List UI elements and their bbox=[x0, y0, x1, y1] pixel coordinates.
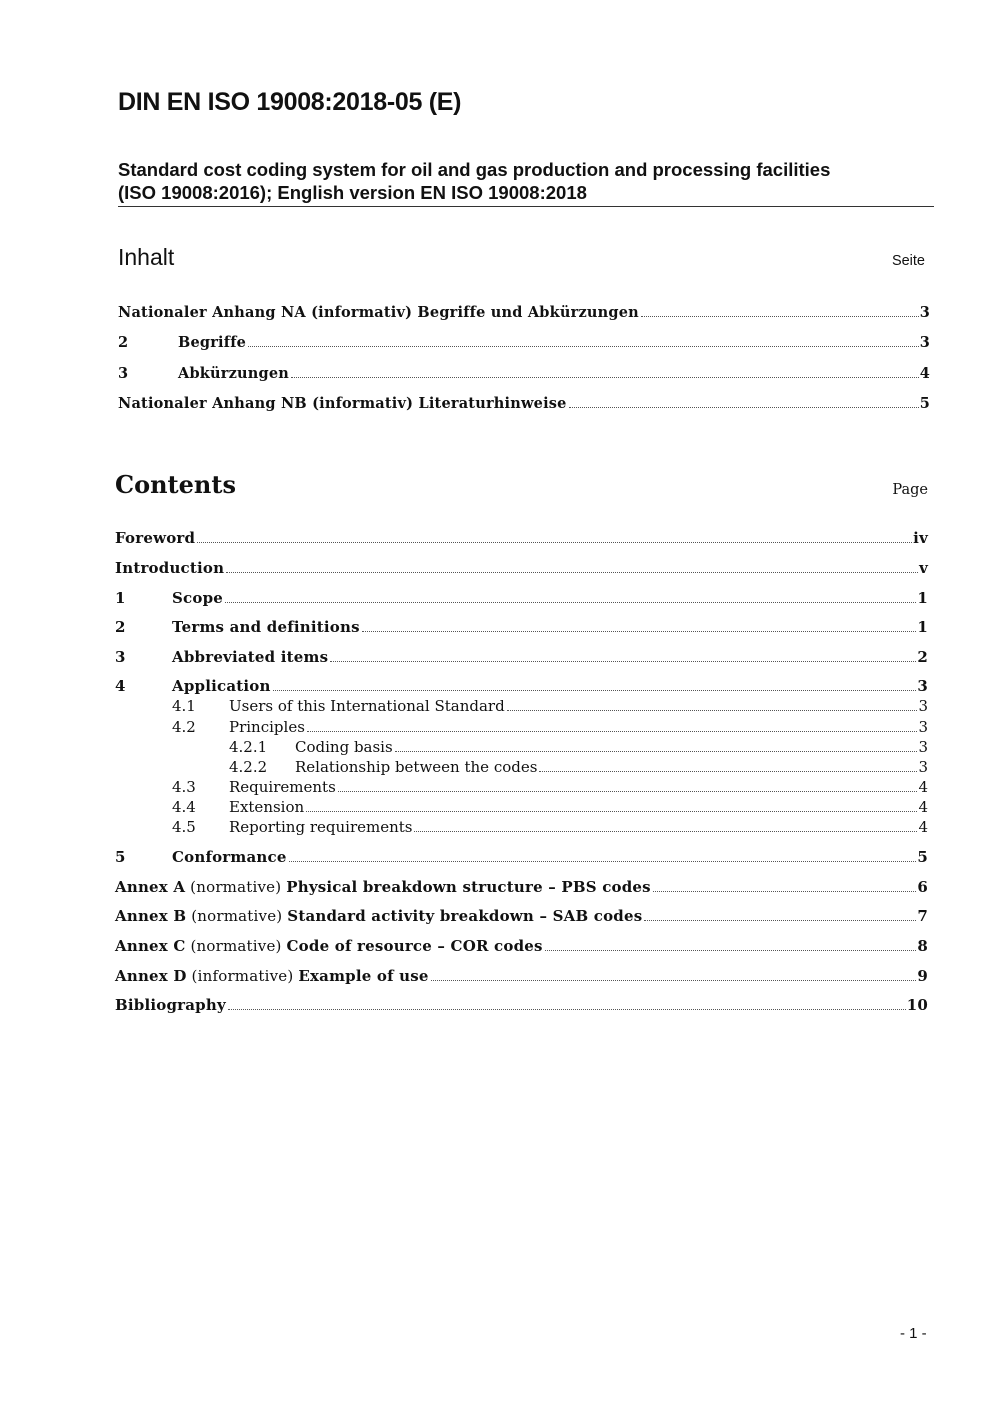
toc-entry-page: 1 bbox=[917, 618, 928, 636]
toc-entry-page: 4 bbox=[919, 365, 930, 382]
toc-entry-page: 3 bbox=[919, 304, 930, 321]
toc-entry-number: 2 bbox=[118, 334, 129, 351]
document-title-line-2: (ISO 19008:2016); English version EN ISO 19008:2018 bbox=[118, 182, 587, 203]
toc-entry-number: 5 bbox=[115, 848, 126, 866]
leader-dots bbox=[507, 709, 918, 711]
toc-entry-page: 1 bbox=[917, 589, 928, 607]
toc-entry-label: Nationaler Anhang NA (informativ) Begriffe und Abkürzungen bbox=[118, 304, 639, 321]
toc-entry-label bbox=[115, 967, 429, 985]
toc-subentry[interactable] bbox=[172, 798, 928, 816]
toc-entry-annex-b[interactable] bbox=[115, 907, 928, 925]
toc-entry-label: Foreword bbox=[115, 529, 196, 547]
toc-entry-label: Requirements bbox=[229, 778, 336, 796]
annex-type: (informative) bbox=[186, 967, 299, 985]
annex-type: (normative) bbox=[186, 907, 288, 925]
toc-entry-number: 4 bbox=[115, 677, 126, 695]
annex-title: Code of resource – COR codes bbox=[286, 937, 543, 955]
page-number: - 1 - bbox=[900, 1325, 927, 1342]
toc-entry-number: 4.2.1 bbox=[229, 738, 268, 756]
leader-dots bbox=[197, 541, 912, 543]
toc-entry-number: 4.5 bbox=[172, 818, 196, 836]
annex-prefix: Annex B bbox=[115, 907, 187, 925]
toc-entry-page: 3 bbox=[918, 758, 928, 776]
toc-entry-label: Application bbox=[172, 677, 271, 695]
toc-entry-number: 4.3 bbox=[172, 778, 196, 796]
toc-subentry[interactable] bbox=[172, 718, 928, 736]
toc-entry-label: Reporting requirements bbox=[229, 818, 413, 836]
toc-entry-page: 8 bbox=[917, 937, 928, 955]
toc-entry-label: Abbreviated items bbox=[172, 648, 329, 666]
toc-entry-application[interactable] bbox=[115, 677, 928, 695]
leader-dots bbox=[569, 406, 919, 408]
annex-title: Standard activity breakdown – SAB codes bbox=[287, 907, 643, 925]
toc-entry-number: 4.4 bbox=[172, 798, 196, 816]
document-title bbox=[118, 158, 934, 207]
toc-entry-number: 2 bbox=[115, 618, 126, 636]
toc-entry-page: 4 bbox=[918, 798, 928, 816]
toc-entry-introduction[interactable] bbox=[115, 559, 928, 577]
toc-entry-label: Relationship between the codes bbox=[295, 758, 538, 776]
toc-entry-label: Bibliography bbox=[115, 996, 226, 1014]
leader-dots bbox=[330, 660, 916, 662]
toc-entry-page: 4 bbox=[918, 778, 928, 796]
toc-entry-page: 3 bbox=[918, 738, 928, 756]
leader-dots bbox=[641, 315, 919, 317]
toc-entry-number: 3 bbox=[118, 365, 129, 382]
leader-dots bbox=[289, 860, 917, 862]
toc-entry-label bbox=[115, 907, 642, 925]
toc-entry-label: Scope bbox=[172, 589, 224, 607]
toc-entry-scope[interactable] bbox=[115, 589, 928, 607]
inhalt-heading: Inhalt bbox=[118, 244, 175, 270]
toc-entry-page: 3 bbox=[918, 718, 928, 736]
toc-subsubentry[interactable] bbox=[229, 738, 928, 756]
toc-entry-bibliography[interactable] bbox=[115, 996, 928, 1014]
toc-entry-label bbox=[115, 878, 651, 896]
seite-label: Seite bbox=[891, 253, 925, 269]
toc-entry-label: Conformance bbox=[172, 848, 287, 866]
toc-entry-annex-c[interactable] bbox=[115, 937, 928, 955]
leader-dots bbox=[653, 890, 917, 892]
toc-entry[interactable] bbox=[118, 304, 930, 321]
toc-subentry[interactable] bbox=[172, 818, 928, 836]
annex-title: Example of use bbox=[298, 967, 429, 985]
toc-entry-label: Extension bbox=[229, 798, 305, 816]
annex-title: Physical breakdown structure – PBS codes bbox=[286, 878, 651, 896]
toc-entry-conformance[interactable] bbox=[115, 848, 928, 866]
toc-entry-number: 3 bbox=[115, 648, 126, 666]
toc-entry-annex-a[interactable] bbox=[115, 878, 928, 896]
leader-dots bbox=[414, 830, 917, 832]
toc-entry-terms[interactable] bbox=[115, 618, 928, 636]
annex-prefix: Annex C bbox=[115, 937, 186, 955]
toc-entry-label: Coding basis bbox=[295, 738, 393, 756]
leader-dots bbox=[225, 601, 916, 603]
toc-entry-label: Begriffe bbox=[178, 334, 247, 351]
annex-type: (normative) bbox=[185, 878, 287, 896]
document-id: DIN EN ISO 19008:2018-05 (E) bbox=[118, 88, 462, 116]
toc-entry-page: 3 bbox=[918, 697, 928, 715]
toc-entry-page: 7 bbox=[917, 907, 928, 925]
toc-entry-label: Users of this International Standard bbox=[229, 697, 505, 715]
leader-dots bbox=[273, 689, 917, 691]
leader-dots bbox=[228, 1008, 906, 1010]
annex-prefix: Annex A bbox=[115, 878, 186, 896]
toc-entry-label: Nationaler Anhang NB (informativ) Literaturhinweise bbox=[118, 395, 567, 412]
leader-dots bbox=[338, 790, 918, 792]
toc-entry-page: 3 bbox=[919, 334, 930, 351]
toc-entry[interactable] bbox=[118, 365, 930, 382]
annex-prefix: Annex D bbox=[115, 967, 187, 985]
toc-subentry[interactable] bbox=[172, 778, 928, 796]
leader-dots bbox=[431, 979, 917, 981]
toc-entry-label: Introduction bbox=[115, 559, 225, 577]
toc-entry-page: 5 bbox=[919, 395, 930, 412]
toc-entry-label: Principles bbox=[229, 718, 305, 736]
page-label: Page bbox=[892, 482, 928, 498]
leader-dots bbox=[307, 730, 918, 732]
toc-entry[interactable] bbox=[118, 334, 930, 351]
contents-heading: Contents bbox=[115, 470, 236, 499]
toc-entry-page: 4 bbox=[918, 818, 928, 836]
toc-entry-page: 9 bbox=[917, 967, 928, 985]
toc-entry-page: 6 bbox=[917, 878, 928, 896]
toc-entry-foreword[interactable] bbox=[115, 529, 928, 547]
toc-entry-page: 10 bbox=[906, 996, 928, 1014]
toc-entry-label bbox=[115, 937, 543, 955]
toc-subsubentry[interactable] bbox=[229, 758, 928, 776]
leader-dots bbox=[644, 919, 916, 921]
toc-entry-page: v bbox=[919, 559, 928, 577]
leader-dots bbox=[395, 750, 918, 752]
toc-entry-number: 4.1 bbox=[172, 697, 196, 715]
toc-entry-number: 4.2.2 bbox=[229, 758, 268, 776]
leader-dots bbox=[539, 770, 917, 772]
toc-entry-page: iv bbox=[913, 529, 928, 547]
toc-entry-label: Terms and definitions bbox=[172, 618, 360, 636]
toc-entry[interactable] bbox=[118, 395, 930, 412]
annex-type: (normative) bbox=[185, 937, 287, 955]
toc-entry-number: 1 bbox=[115, 589, 126, 607]
toc-entry-page: 2 bbox=[917, 648, 928, 666]
toc-entry-page: 5 bbox=[917, 848, 928, 866]
leader-dots bbox=[362, 630, 917, 632]
toc-subentry[interactable] bbox=[172, 697, 928, 715]
document-title-line-1: Standard cost coding system for oil and gas production and processing facilities bbox=[118, 159, 831, 180]
toc-entry-abbreviated[interactable] bbox=[115, 648, 928, 666]
leader-dots bbox=[248, 345, 919, 347]
leader-dots bbox=[306, 810, 917, 812]
leader-dots bbox=[291, 376, 919, 378]
toc-entry-label: Abkürzungen bbox=[178, 365, 290, 382]
toc-entry-number: 4.2 bbox=[172, 718, 196, 736]
toc-entry-annex-d[interactable] bbox=[115, 967, 928, 985]
leader-dots bbox=[226, 571, 918, 573]
leader-dots bbox=[545, 949, 917, 951]
toc-entry-page: 3 bbox=[917, 677, 928, 695]
